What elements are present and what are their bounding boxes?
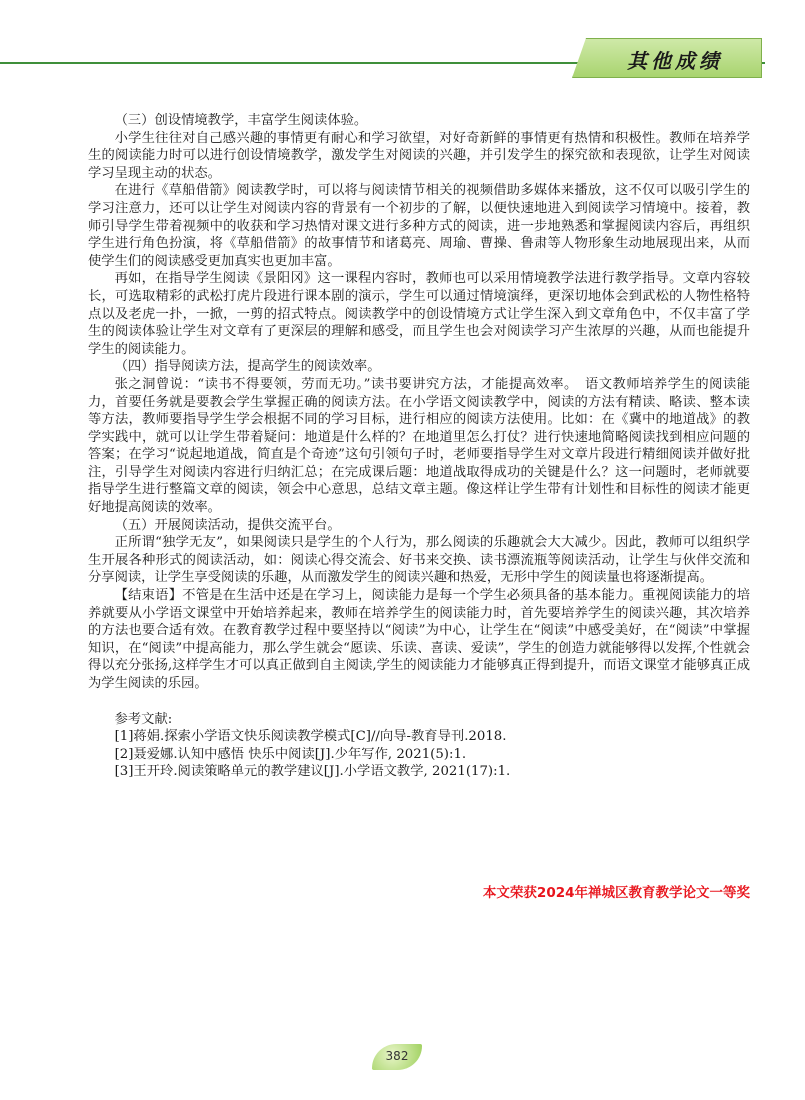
subheading-5: （五）开展阅读活动，提供交流平台。	[114, 517, 341, 533]
reference-item: [3]王开玲.阅读策略单元的教学建议[J].小学语文教学, 2021(17):1.	[114, 764, 511, 780]
paragraph: 小学生往往对自己感兴趣的事情更有耐心和学习欲望，对好奇新鲜的事情更有热情和积极性。教师在培养学生的阅读能力时可以进行创设情境教学，激发学生对阅读的兴趣，并引发学生的探究欲和表现欲，让学生对阅读学习呈现主动的状态。	[88, 130, 750, 181]
subheading-4: （四）指导阅读方法，提高学生的阅读效率。	[114, 359, 381, 375]
award-note: 本文荣获2024年禅城区教育教学论文一等奖	[482, 885, 750, 901]
references-heading: 参考文献:	[114, 711, 173, 727]
conclusion-paragraph: 【结束语】不管是在生活中还是在学习上，阅读能力是每一个学生必须具备的基本能力。重视阅读能力的培养就要从小学语文课堂中开始培养起来，教师在培养学生的阅读能力时，首先要培养学生的阅读兴趣，其次培养的方法也要合适有效。在教育教学过程中要坚持以“阅读”为中心，让学生在“阅读”中感受美好，在“阅读”中掌握知识，在“阅读”中提高能力，那么学生就会“愿读、乐读、喜读、爱读”，学生的创造力就能够得以发挥,个性就会得以充分张扬,这样学生才可以真正做到自主阅读,学生的阅读能力才能够真正得到提升，而语文课堂才能够真正成为学生阅读的乐园。	[88, 588, 750, 691]
reference-item: [1]蒋娟.探索小学语文快乐阅读教学模式[C]//向导-教育导刊.2018.	[114, 729, 507, 745]
paragraph: 正所谓“独学无友”，如果阅读只是学生的个人行为，那么阅读的乐趣就会大大减少。因此，教师可以组织学生开展各种形式的阅读活动，如：阅读心得交流会、好书来交换、读书漂流瓶等阅读活动，让学生与伙伴交流和分享阅读，让学生享受阅读的乐趣，从而激发学生的阅读兴趣和热爱，无形中学生的阅读量也将逐渐提高。	[88, 535, 750, 586]
article-body	[88, 112, 750, 781]
paragraph: 再如，在指导学生阅读《景阳冈》这一课程内容时，教师也可以采用情境教学法进行教学指导。文章内容较长，可选取精彩的武松打虎片段进行课本剧的演示，学生可以通过情境演绎，更深切地体会到武松的人物性格特点以及老虎一扑，一掀，一剪的招式特点。阅读教学中的创设情境方式让学生深入到文章角色中，不仅丰富了学生的阅读体验让学生对文章有了更深层的理解和感受，而且学生也会对阅读学习产生浓厚的兴趣，从而也能提升学生的阅读能力。	[88, 271, 750, 357]
paragraph: 张之洞曾说：“读书不得要领，劳而无功。”读书要讲究方法，才能提高效率。 语文教师培养学生的阅读能力，首要任务就是要教会学生掌握正确的阅读方法。在小学语文阅读教学中，阅读的方法有精读、略读、整本读等方法，教师要指导学生学会根据不同的学习目标，进行相应的阅读方法使用。比如：在《冀中的地道战》的教学实践中，就可以让学生带着疑问：地道是什么样的？在地道里怎么打仗？进行快速地简略阅读找到相应问题的答案；在学习“说起地道战，简直是个奇迹”这句引领句子时，老师要指导学生对文章片段进行精细阅读并做好批注，引导学生对阅读内容进行归纳汇总；在完成课后题：地道战取得成功的关键是什么？这一问题时，老师就要指导学生进行整篇文章的阅读，领会中心意思，总结文章主题。像这样让学生带有计划性和目标性的阅读才能更好地提高阅读的效率。	[88, 376, 750, 516]
subheading-3: （三）创设情境教学，丰富学生阅读体验。	[114, 113, 368, 128]
page-number-badge	[372, 1044, 422, 1070]
section-title: 其他成绩	[627, 49, 723, 73]
paragraph: 在进行《草船借箭》阅读教学时，可以将与阅读情节相关的视频借助多媒体来播放，这不仅可以吸引学生的学习注意力，还可以让学生对阅读内容的背景有一个初步的了解，以便快速地进入到阅读学习情境中。接着，教师引导学生带着视频中的收获和学习热情对课文进行多种方式的阅读，进一步地熟悉和掌握阅读内容后，再组织学生进行角色扮演，将《草船借箭》的故事情节和诸葛亮、周瑜、曹操、鲁肃等人物形象生动地展现出来，从而使学生们的阅读感受更加真实也更加丰富。	[88, 183, 750, 269]
page-number: 382	[385, 1049, 409, 1063]
reference-item: [2]聂爱娜.认知中感悟 快乐中阅读[J].少年写作, 2021(5):1.	[114, 746, 467, 762]
